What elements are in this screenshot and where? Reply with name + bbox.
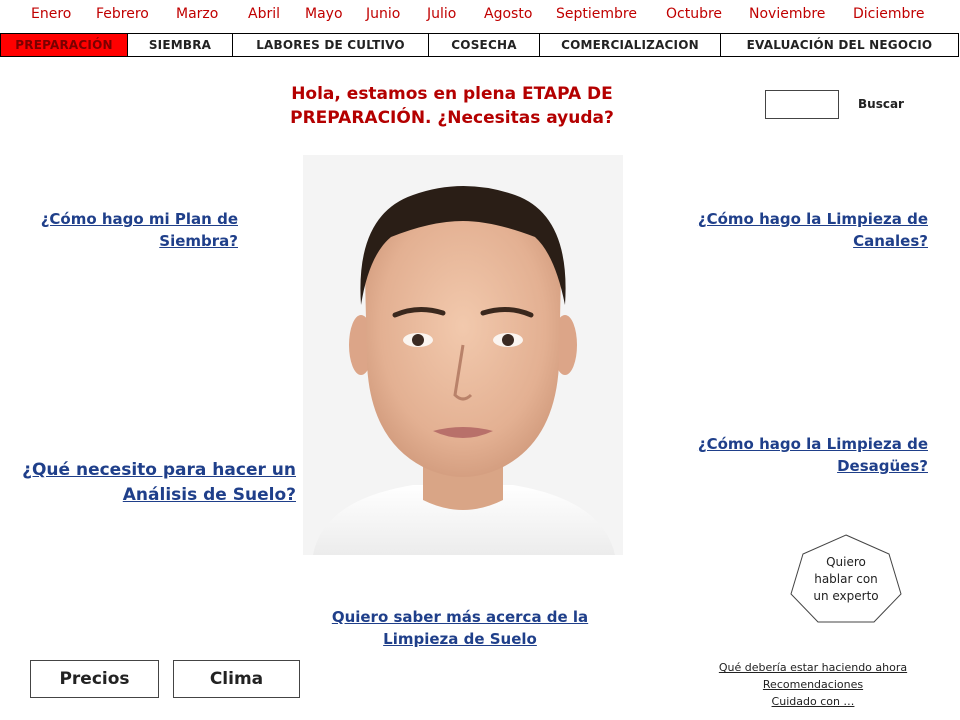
month-link[interactable]: Julio — [427, 6, 457, 22]
month-link[interactable]: Abril — [248, 6, 280, 22]
bottom-links — [690, 659, 936, 710]
assistant-avatar — [303, 155, 623, 555]
cuidado-con-link[interactable]: Cuidado con … — [771, 695, 855, 708]
page-title: Hola, estamos en plena ETAPA DE PREPARACIÓN. ¿Necesitas ayuda? — [290, 84, 614, 128]
search-button[interactable]: Buscar — [858, 97, 904, 111]
search-input[interactable] — [765, 90, 839, 119]
que-hacer-ahora-link[interactable]: Qué debería estar haciendo ahora — [718, 661, 908, 674]
month-link[interactable]: Septiembre — [556, 6, 637, 22]
month-link[interactable]: Mayo — [305, 6, 343, 22]
limpieza-canales-link[interactable]: ¿Cómo hago la Limpieza de Canales? — [697, 210, 928, 250]
month-link[interactable]: Diciembre — [853, 6, 925, 22]
month-link[interactable]: Febrero — [96, 6, 149, 22]
tab-comercializacion[interactable]: COMERCIALIZACION — [539, 33, 721, 57]
month-nav — [0, 6, 960, 26]
month-link[interactable]: Enero — [31, 6, 72, 22]
stage-tabs — [0, 33, 960, 59]
precios-button[interactable]: Precios — [30, 660, 159, 698]
plan-siembra-link[interactable]: ¿Cómo hago mi Plan de Siembra? — [40, 210, 238, 250]
tab-siembra[interactable]: SIEMBRA — [127, 33, 233, 57]
clima-button[interactable]: Clima — [173, 660, 300, 698]
month-link[interactable]: Octubre — [666, 6, 723, 22]
month-link[interactable]: Agosto — [484, 6, 533, 22]
analisis-suelo-link[interactable]: ¿Qué necesito para hacer un Análisis de Suelo? — [22, 460, 296, 505]
tab-preparacion[interactable]: PREPARACIÓN — [0, 33, 128, 57]
expert-button-label: Quiero hablar con un experto — [813, 555, 879, 603]
limpieza-desagues-link[interactable]: ¿Cómo hago la Limpieza de Desagües? — [697, 435, 928, 475]
tab-labores-de-cultivo[interactable]: LABORES DE CULTIVO — [232, 33, 429, 57]
month-link[interactable]: Marzo — [176, 6, 219, 22]
month-link[interactable]: Junio — [366, 6, 401, 22]
tab-evaluacion-del-negocio[interactable]: EVALUACIÓN DEL NEGOCIO — [720, 33, 959, 57]
tab-cosecha[interactable]: COSECHA — [428, 33, 540, 57]
expert-button[interactable] — [788, 534, 904, 624]
month-link[interactable]: Noviembre — [749, 6, 826, 22]
limpieza-suelo-link[interactable]: Quiero saber más acerca de la Limpieza de Suelo — [331, 608, 589, 648]
recomendaciones-link[interactable]: Recomendaciones — [762, 678, 864, 691]
